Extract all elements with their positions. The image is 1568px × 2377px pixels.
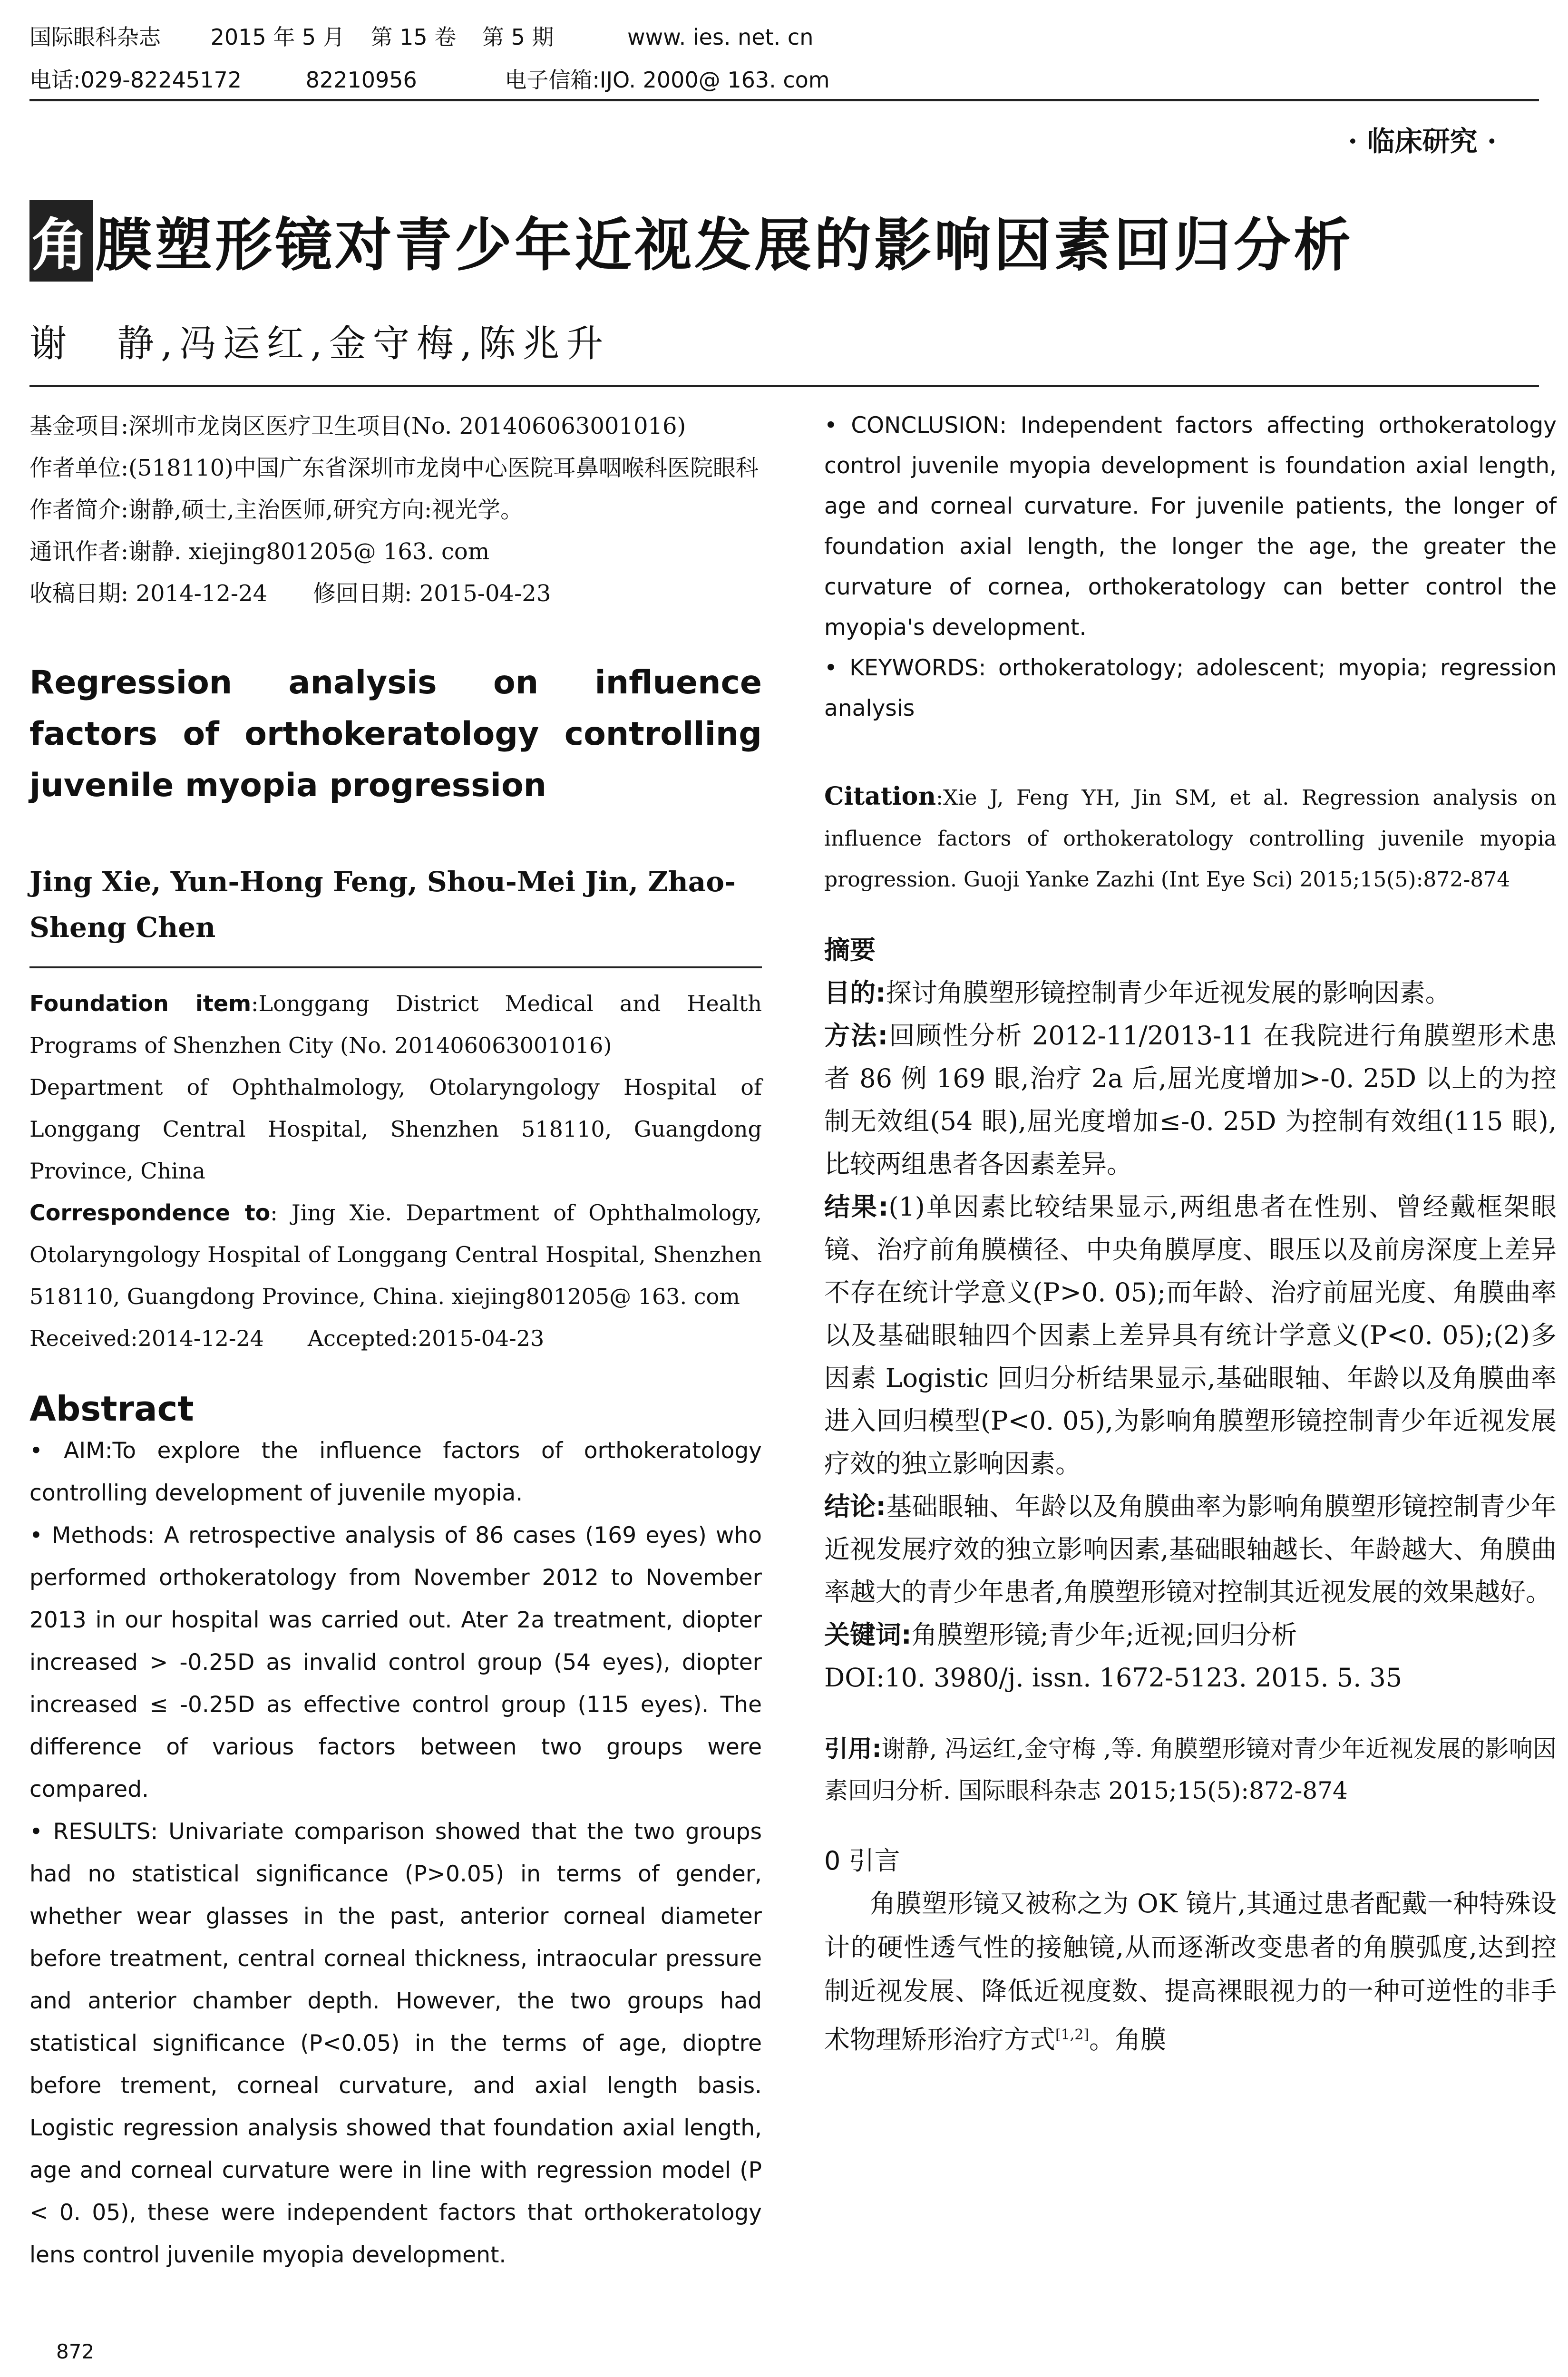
corresponding-author: 通讯作者:谢静. xiejing801205@ 163. com: [29, 538, 490, 565]
abstract-cn-methods: [824, 1014, 1557, 1186]
abstract-results: • RESULTS: Univariate comparison showed that the two groups had no statistical significance (P>0.05) in terms of gender, whether wear glasses in the past, anterior corneal diameter before treatment, central corneal thickness, intraocular pressure and anterior chamber depth. However, the two groups had statistical significance (P<0.05) in the terms of age, dioptre before trement, corneal curvature, and axial length basis. Logistic regression analysis showed that foundation axial length, age and corneal curvature were in line with regression model (P < 0. 05), these were independent factors that orthokeratology lens control juvenile myopia development.: [29, 1819, 762, 2268]
intro-reference[interactable]: [1,2]: [1055, 2026, 1090, 2043]
citation-text: :Xie J, Feng YH, Jin SM, et al. Regression analysis on influence factors of orthokeratology controlling juvenile myopia progression. Guoji Yanke Zazhi (Int Eye Sci) 2015;15(5):872-874: [824, 786, 1557, 892]
journal-header-line1: [29, 23, 856, 51]
abstract-keywords: • KEYWORDS: orthokeratology; adolescent; myopia; regression analysis: [824, 655, 1557, 721]
journal-volume: 第 15 卷: [370, 24, 457, 50]
results-cn-label: 结果:: [824, 1192, 889, 1222]
intro-text: 角膜塑形镜又被称之为 OK 镜片,其通过患者配戴一种特殊设计的硬性透气性的接触镜,从而逐渐改变患者的角膜弧度,达到控制近视发展、降低近视度数、提高裸眼视力的一种可逆性的非手术物理矫形治疗方式: [824, 1889, 1557, 2055]
title-rest: 膜塑形镜对青少年近视发展的影响因素回归分析: [95, 213, 1354, 279]
foundation-text: :Longgang District Medical and Health Programs of Shenzhen City (No. 201406063001016): [29, 991, 762, 1058]
authors-cn: 谢 静,冯运红,金守梅,陈兆升: [29, 322, 610, 365]
journal-website[interactable]: www. ies. net. cn: [627, 24, 814, 50]
methods-cn-label: 方法:: [824, 1021, 888, 1051]
aim-cn-label: 目的:: [824, 978, 886, 1008]
journal-header-line2: [29, 66, 873, 94]
journal-email[interactable]: 电子信箱:IJO. 2000@ 163. com: [505, 67, 830, 93]
doi[interactable]: DOI:10. 3980/j. issn. 1672-5123. 2015. 5. 35: [824, 1663, 1402, 1693]
citation-en: [824, 776, 1557, 900]
abstract-cn-aim: [824, 972, 1557, 1014]
keywords-cn-text: 角膜塑形镜;青少年;近视;回归分析: [911, 1620, 1297, 1650]
foundation-item: [29, 983, 762, 1066]
abstract-cn-heading: 摘要: [824, 935, 876, 965]
intro-tail: 。角膜: [1089, 2025, 1167, 2055]
author-unit: 作者单位:(518110)中国广东省深圳市龙岗中心医院耳鼻咽喉科医院眼科: [29, 455, 759, 481]
abstract-continued: [824, 405, 1557, 729]
abstract-conclusion: • CONCLUSION: Independent factors affecting orthokeratology control juvenile myopia development is foundation axial length, age and corneal curvature. For juvenile patients, the longer of foundation axial length, the longer the age, the greater the curvature of cornea, orthokeratology can better control the myopia's development.: [824, 412, 1557, 641]
abstract-cn: [824, 929, 1557, 1699]
received-dates-cn: 收稿日期: 2014-12-24 修回日期: 2015-04-23: [29, 580, 551, 607]
keywords-cn-label: 关键词:: [824, 1620, 912, 1650]
title-rule: [29, 385, 1539, 387]
fund-item: 基金项目:深圳市龙岗区医疗卫生项目(No. 201406063001016): [29, 413, 686, 439]
intro-paragraph: [824, 1882, 1557, 2062]
abstract-heading: Abstract: [29, 1389, 194, 1429]
abstract-aim: • AIM:To explore the influence factors of orthokeratology controlling development of juvenile myopia.: [29, 1438, 762, 1506]
header-rule: [29, 99, 1539, 101]
aim-cn-text: 探讨角膜塑形镜控制青少年近视发展的影响因素。: [886, 978, 1451, 1008]
left-column: [29, 405, 762, 2276]
citation-cn-label: 引用:: [824, 1735, 882, 1763]
english-authors: Jing Xie, Yun-Hong Feng, Shou-Mei Jin, Zhao-Sheng Chen: [29, 866, 736, 944]
abstract-body: [29, 1430, 762, 2276]
methods-cn-text: 回顾性分析 2012-11/2013-11 在我院进行角膜塑形术患者 86 例 169 眼,治疗 2a 后,屈光度增加>-0. 25D 以上的为控制无效组(54 眼),屈光度增加≤-0. 25D 为控制有效组(115 眼),比较两组患者各因素差异。: [824, 1021, 1557, 1179]
correspondence-label: Correspondence to: [29, 1200, 271, 1226]
english-meta-rule: [29, 966, 762, 968]
received-accepted: Received:2014-12-24 Accepted:2015-04-23: [29, 1325, 545, 1351]
journal-name: 国际眼科杂志: [29, 24, 161, 50]
correspondence: [29, 1192, 762, 1317]
english-meta: [29, 983, 762, 1359]
abstract-cn-keywords: [824, 1614, 1557, 1656]
department: Department of Ophthalmology, Otolaryngology Hospital of Longgang Central Hospital, Shenzhen 518110, Guangdong Province, China: [29, 1074, 762, 1184]
article-title: [29, 200, 1354, 282]
conclusion-cn-label: 结论:: [824, 1491, 886, 1521]
correspondence-text: : Jing Xie. Department of Ophthalmology, Otolaryngology Hospital of Longgang Central Hospital, Shenzhen 518110, Guangdong Province, China. xiejing801205@ 163. com: [29, 1200, 762, 1309]
title-first-char: 角: [29, 200, 93, 282]
journal-number: 第 5 期: [482, 24, 554, 50]
conclusion-cn-text: 基础眼轴、年龄以及角膜曲率为影响角膜塑形镜控制青少年近视发展疗效的独立影响因素,基础眼轴越长、年龄越大、角膜曲率越大的青少年患者,角膜塑形镜对控制其近视发展的效果越好。: [824, 1491, 1557, 1607]
journal-issue-date: 2015 年 5 月: [210, 24, 345, 50]
page-number: 872: [56, 2340, 95, 2363]
english-title: Regression analysis on influence factors of orthokeratology controlling juvenile myopia progression: [29, 664, 762, 804]
citation-label: Citation: [824, 782, 936, 811]
abstract-cn-conclusion: [824, 1485, 1557, 1614]
citation-cn-text: 谢静, 冯运红,金守梅 ,等. 角膜塑形镜对青少年近视发展的影响因素回归分析. 国际眼科杂志 2015;15(5):872-874: [824, 1735, 1557, 1804]
author-bio: 作者简介:谢静,硕士,主治医师,研究方向:视光学。: [29, 497, 524, 523]
foundation-label: Foundation item: [29, 991, 252, 1016]
journal-phone2: 82210956: [305, 67, 417, 93]
results-cn-text: (1)单因素比较结果显示,两组患者在性别、曾经戴框架眼镜、治疗前角膜横径、中央角膜厚度、眼压以及前房深度上差异不存在统计学意义(P>0. 05);而年龄、治疗前屈光度、角膜曲率以及基础眼轴四个因素上差异具有统计学意义(P<0. 05);(2)多因素 Logistic 回归分析结果显示,基础眼轴、年龄以及角膜曲率进入回归模型(P<0. 05),为影响角膜塑形镜控制青少年近视发展疗效的独立影响因素。: [824, 1192, 1557, 1479]
abstract-methods: • Methods: A retrospective analysis of 86 cases (169 eyes) who performed orthokeratology from November 2012 to November 2013 in our hospital was carried out. Ater 2a treatment, diopter increased > -0.25D as invalid control group (54 eyes), diopter increased ≤ -0.25D as effective control group (115 eyes). The difference of various factors between two groups were compared.: [29, 1522, 762, 1802]
abstract-cn-results: [824, 1186, 1557, 1485]
column-tag: · 临床研究 ·: [1348, 125, 1497, 157]
citation-cn: [824, 1728, 1557, 1812]
intro-heading: 0 引言: [824, 1846, 900, 1876]
journal-phone: 电话:029-82245172: [29, 67, 242, 93]
right-column: [824, 405, 1557, 2062]
